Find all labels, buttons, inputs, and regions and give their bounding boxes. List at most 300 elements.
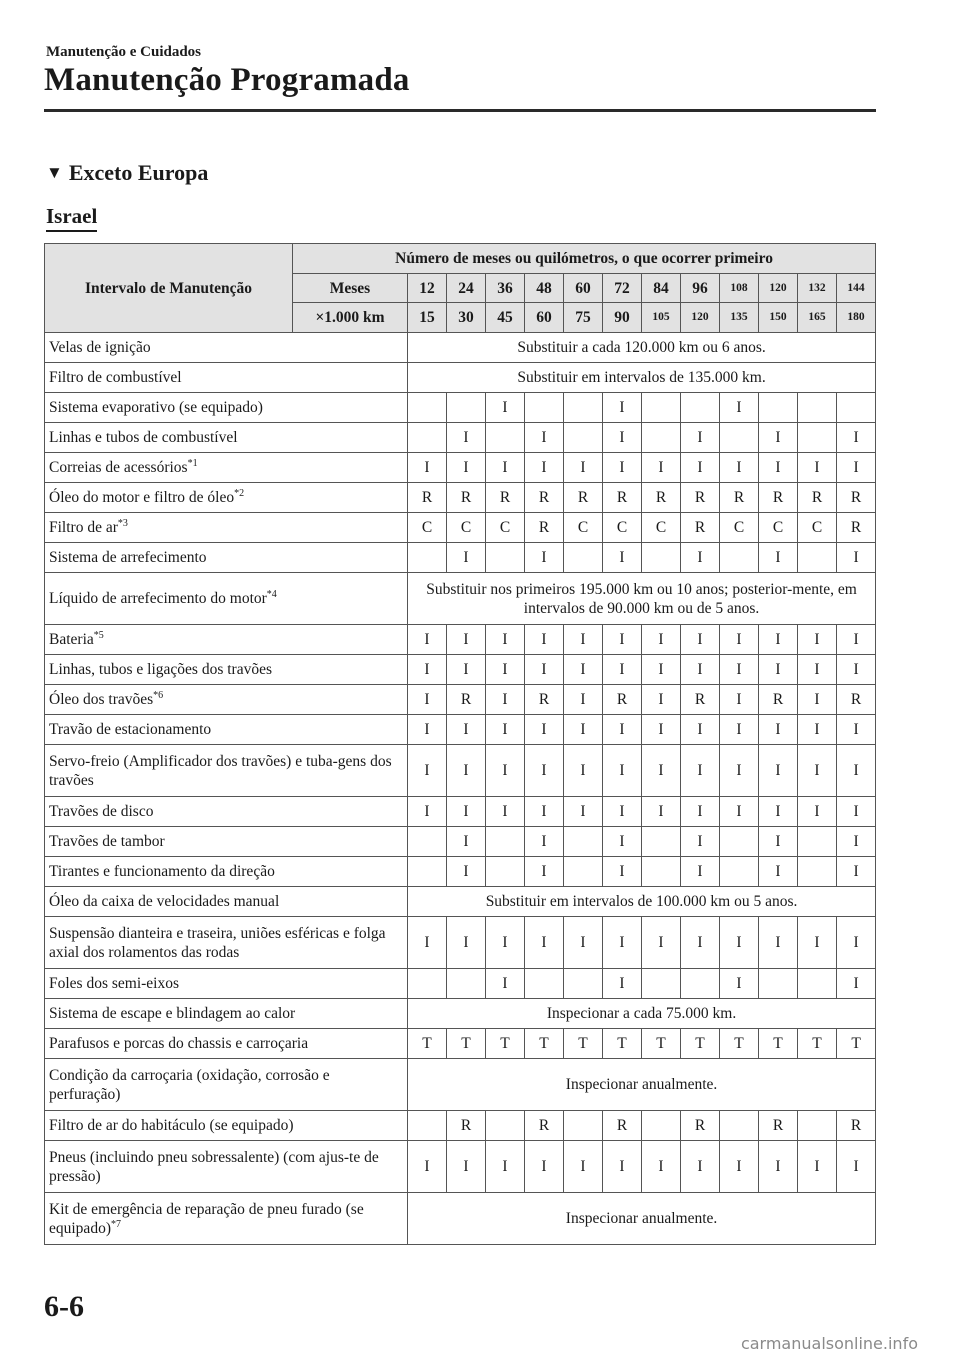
interval-mark: I [447,745,486,797]
table-row [45,1141,876,1193]
interval-mark: I [798,685,837,715]
interval-mark [720,423,759,453]
table-row [45,333,876,363]
interval-mark: I [759,655,798,685]
interval-mark: I [837,715,876,745]
interval-mark: I [564,797,603,827]
section-heading [46,160,208,186]
interval-mark: I [603,393,642,423]
interval-mark: I [642,625,681,655]
interval-mark: R [603,1111,642,1141]
month-header-60: 60 [564,274,603,303]
interval-mark: R [837,1111,876,1141]
row-label [45,917,408,969]
row-label [45,857,408,887]
interval-mark: R [525,483,564,513]
interval-mark: R [837,513,876,543]
span-header: Número de meses ou quilómetros, o que ocorrer primeiro [293,244,876,274]
interval-mark: I [642,685,681,715]
row-label-text: Foles dos semi-eixos [49,975,180,992]
interval-mark: C [642,513,681,543]
triangle-down-icon: ▼ [46,163,63,182]
row-label [45,1029,408,1059]
row-label-text: Suspensão dianteira e traseira, uniões esféricas e folga axial dos rolamentos das rodas [49,924,386,961]
row-label-text: Óleo dos travões [49,691,154,708]
interval-mark: T [447,1029,486,1059]
interval-mark: I [408,715,447,745]
interval-mark [564,969,603,999]
interval-mark: I [720,685,759,715]
interval-mark [681,393,720,423]
table-row [45,655,876,685]
interval-note: Inspecionar anualmente. [408,1193,876,1245]
interval-mark: I [564,685,603,715]
interval-mark [642,857,681,887]
interval-mark: I [837,857,876,887]
interval-mark [798,857,837,887]
km-header-45: 45 [486,303,525,333]
row-label [45,969,408,999]
interval-mark: R [681,513,720,543]
row-label-text: Pneus (incluindo pneu sobressalente) (com ajus-te de pressão) [49,1148,379,1185]
interval-mark: I [720,625,759,655]
footnote-ref: *2 [234,487,245,499]
interval-mark: R [759,483,798,513]
interval-mark: T [564,1029,603,1059]
row-label [45,483,408,513]
interval-mark: I [486,1141,525,1193]
table-row [45,715,876,745]
interval-mark: R [681,483,720,513]
interval-mark: I [564,453,603,483]
interval-mark: I [486,655,525,685]
interval-mark: T [486,1029,525,1059]
km-header-150: 150 [759,303,798,333]
interval-mark [564,857,603,887]
footnote-ref: *1 [187,457,198,469]
interval-mark: I [642,655,681,685]
row-label-text: Líquido de arrefecimento do motor [49,590,267,607]
interval-mark [408,857,447,887]
title-rule [44,109,876,112]
interval-mark [486,543,525,573]
interval-mark: I [798,715,837,745]
interval-mark: I [759,715,798,745]
table-row [45,573,876,625]
interval-mark: I [486,797,525,827]
interval-mark: I [798,655,837,685]
interval-mark: I [408,1141,447,1193]
interval-mark: I [564,655,603,685]
interval-mark: I [486,917,525,969]
row-label [45,685,408,715]
header-row-title [45,244,876,274]
interval-mark: I [681,827,720,857]
interval-note: Substituir nos primeiros 195.000 km ou 10 anos; posterior-mente, em intervalos de 90.000 km ou de 5 anos. [408,573,876,625]
interval-mark: I [798,1141,837,1193]
interval-note: Substituir em intervalos de 135.000 km. [408,363,876,393]
footnote-ref: *3 [117,517,128,529]
km-header-60: 60 [525,303,564,333]
interval-mark: I [486,969,525,999]
interval-mark: I [408,625,447,655]
interval-mark [798,423,837,453]
interval-mark: C [408,513,447,543]
interval-mark [408,423,447,453]
interval-mark: I [837,655,876,685]
interval-mark: I [759,1141,798,1193]
interval-mark [837,393,876,423]
table-row [45,969,876,999]
interval-mark: I [408,917,447,969]
interval-mark: R [447,685,486,715]
interval-mark: I [759,423,798,453]
subsection-underline [46,230,97,232]
interval-mark: I [642,715,681,745]
interval-mark [759,969,798,999]
interval-mark: I [642,1141,681,1193]
table-row [45,363,876,393]
interval-mark: T [642,1029,681,1059]
interval-mark: R [642,483,681,513]
interval-mark: I [603,745,642,797]
interval-mark: I [447,655,486,685]
row-label [45,887,408,917]
month-header-48: 48 [525,274,564,303]
interval-mark: I [681,917,720,969]
interval-mark: I [720,715,759,745]
row-label-text: Filtro de ar do habitáculo (se equipado) [49,1117,294,1134]
interval-mark: R [837,685,876,715]
table-row [45,797,876,827]
interval-mark [720,543,759,573]
table-row [45,1029,876,1059]
interval-mark: I [603,797,642,827]
interval-mark: I [759,917,798,969]
interval-mark: T [525,1029,564,1059]
interval-mark [642,393,681,423]
maintenance-schedule-table [44,243,876,1245]
chapter-title: Manutenção e Cuidados [46,44,202,60]
interval-mark [408,969,447,999]
interval-mark: R [486,483,525,513]
interval-mark: I [759,857,798,887]
interval-mark [720,827,759,857]
interval-note: Inspecionar anualmente. [408,1059,876,1111]
row-label [45,999,408,1029]
interval-mark: I [564,917,603,969]
row-label [45,333,408,363]
interval-mark: I [564,1141,603,1193]
watermark: carmanualsonline.info [740,1334,918,1353]
row-label-text: Travão de estacionamento [49,721,212,738]
interval-mark: C [603,513,642,543]
interval-mark: R [525,685,564,715]
interval-mark: R [759,1111,798,1141]
interval-mark [798,1111,837,1141]
table-row [45,827,876,857]
footnote-ref: *7 [110,1218,121,1230]
interval-mark: R [408,483,447,513]
interval-mark: C [447,513,486,543]
row-label [45,715,408,745]
interval-mark: R [681,685,720,715]
interval-note: Inspecionar a cada 75.000 km. [408,999,876,1029]
table-row [45,1111,876,1141]
interval-mark: T [681,1029,720,1059]
row-label-text: Bateria [49,631,94,648]
km-header-105: 105 [642,303,681,333]
page-title: Manutenção Programada [44,62,410,98]
interval-header: Intervalo de Manutenção [45,244,293,333]
interval-mark [720,857,759,887]
interval-mark [798,393,837,423]
interval-mark: I [486,685,525,715]
interval-mark [564,543,603,573]
interval-mark: I [447,827,486,857]
interval-mark: T [720,1029,759,1059]
month-header-108: 108 [720,274,759,303]
interval-mark: I [837,543,876,573]
interval-mark [408,543,447,573]
interval-mark: I [837,625,876,655]
interval-mark [525,393,564,423]
row-label-text: Linhas e tubos de combustível [49,429,238,446]
interval-mark: R [564,483,603,513]
month-header-12: 12 [408,274,447,303]
interval-mark [408,393,447,423]
footnote-ref: *4 [266,588,277,600]
table-row [45,1193,876,1245]
row-label [45,543,408,573]
row-label-text: Sistema de arrefecimento [49,549,207,566]
interval-mark [525,969,564,999]
interval-mark: I [603,917,642,969]
section-title: Exceto Europa [68,160,209,185]
interval-mark: I [603,1141,642,1193]
interval-mark: R [837,483,876,513]
interval-mark: I [447,543,486,573]
month-header-84: 84 [642,274,681,303]
interval-mark: I [759,543,798,573]
row-label [45,1059,408,1111]
row-label-text: Óleo do motor e filtro de óleo [49,489,235,506]
interval-mark: I [447,625,486,655]
table-row [45,745,876,797]
km-header-165: 165 [798,303,837,333]
interval-mark [447,969,486,999]
interval-mark: I [720,1141,759,1193]
interval-mark: I [837,453,876,483]
row-label [45,1141,408,1193]
row-label-text: Servo-freio (Amplificador dos travões) e tuba-gens dos travões [49,752,392,789]
interval-mark: I [486,625,525,655]
interval-mark [447,393,486,423]
interval-mark: I [525,745,564,797]
km-header-15: 15 [408,303,447,333]
row-label [45,393,408,423]
interval-mark: I [447,797,486,827]
interval-mark: I [486,715,525,745]
table-row [45,393,876,423]
months-label: Meses [293,274,408,303]
interval-mark: I [642,797,681,827]
row-label [45,363,408,393]
table-row [45,857,876,887]
table-row [45,543,876,573]
interval-mark: R [447,483,486,513]
table-row [45,625,876,655]
interval-mark: I [681,797,720,827]
row-label-text: Condição da carroçaria (oxidação, corrosão e perfuração) [49,1066,330,1103]
km-header-120: 120 [681,303,720,333]
interval-mark: I [408,797,447,827]
interval-mark: R [720,483,759,513]
interval-mark: I [603,543,642,573]
interval-mark: I [525,917,564,969]
interval-mark: I [681,857,720,887]
interval-mark: I [642,745,681,797]
interval-mark: I [759,745,798,797]
table-row [45,917,876,969]
interval-mark: I [447,1141,486,1193]
interval-mark: I [525,423,564,453]
interval-mark: C [720,513,759,543]
interval-mark [564,423,603,453]
interval-mark: I [564,745,603,797]
interval-mark: I [681,745,720,797]
interval-mark: I [408,745,447,797]
month-header-132: 132 [798,274,837,303]
interval-mark [408,827,447,857]
interval-mark: I [642,453,681,483]
month-header-24: 24 [447,274,486,303]
interval-mark: I [798,453,837,483]
interval-mark: I [720,655,759,685]
interval-mark: I [603,857,642,887]
interval-mark: C [759,513,798,543]
row-label [45,513,408,543]
interval-mark: I [525,797,564,827]
footnote-ref: *6 [153,689,164,701]
interval-mark: I [681,715,720,745]
interval-mark: I [564,715,603,745]
km-header-30: 30 [447,303,486,333]
interval-mark: I [603,969,642,999]
km-header-90: 90 [603,303,642,333]
interval-mark [486,1111,525,1141]
interval-mark: I [642,917,681,969]
interval-mark: I [798,917,837,969]
row-label [45,655,408,685]
interval-mark: R [525,1111,564,1141]
interval-mark: I [408,685,447,715]
interval-mark: C [564,513,603,543]
interval-mark: C [798,513,837,543]
row-label-text: Velas de ignição [49,339,151,356]
interval-mark: I [603,423,642,453]
interval-mark: T [603,1029,642,1059]
interval-mark: I [603,453,642,483]
interval-mark: I [447,857,486,887]
interval-mark: I [798,625,837,655]
interval-mark: R [798,483,837,513]
row-label-text: Travões de tambor [49,833,165,850]
row-label-text: Kit de emergência de reparação de pneu furado (se equipado) [49,1200,364,1237]
interval-mark [720,1111,759,1141]
table-row [45,513,876,543]
subsection-heading [46,204,97,229]
row-label-text: Parafusos e porcas do chassis e carroçaria [49,1035,309,1052]
interval-mark: I [720,745,759,797]
interval-mark [486,423,525,453]
month-header-96: 96 [681,274,720,303]
interval-mark: I [447,917,486,969]
interval-mark: T [798,1029,837,1059]
interval-mark: I [486,393,525,423]
table-row [45,1059,876,1111]
row-label [45,625,408,655]
interval-mark [642,1111,681,1141]
row-label-text: Travões de disco [49,803,154,820]
row-label [45,423,408,453]
row-label-text: Correias de acessórios [49,459,188,476]
interval-mark: I [408,453,447,483]
interval-mark: I [837,1141,876,1193]
interval-mark: I [564,625,603,655]
interval-mark: R [681,1111,720,1141]
interval-mark: I [525,715,564,745]
row-label-text: Linhas, tubos e ligações dos travões [49,661,272,678]
table-row [45,453,876,483]
interval-mark: I [837,969,876,999]
interval-mark: I [681,423,720,453]
interval-mark: I [720,393,759,423]
interval-mark: T [408,1029,447,1059]
interval-mark: I [798,797,837,827]
month-header-72: 72 [603,274,642,303]
km-header-75: 75 [564,303,603,333]
interval-mark: I [681,1141,720,1193]
table-row [45,999,876,1029]
interval-mark: I [837,827,876,857]
interval-mark [486,857,525,887]
row-label [45,453,408,483]
interval-mark: I [720,917,759,969]
table-row [45,887,876,917]
row-label [45,797,408,827]
interval-mark: I [447,715,486,745]
interval-mark: I [525,625,564,655]
month-header-144: 144 [837,274,876,303]
interval-mark: R [603,483,642,513]
interval-note: Substituir em intervalos de 100.000 km ou 5 anos. [408,887,876,917]
interval-mark: T [837,1029,876,1059]
interval-mark [564,1111,603,1141]
row-label [45,573,408,625]
interval-mark [642,543,681,573]
footnote-ref: *5 [93,629,104,641]
interval-mark: I [408,655,447,685]
interval-mark: I [837,423,876,453]
table-row [45,423,876,453]
row-label-text: Tirantes e funcionamento da direção [49,863,275,880]
interval-mark: R [759,685,798,715]
interval-mark: I [759,797,798,827]
row-label-text: Filtro de ar [49,519,118,536]
interval-mark: I [603,827,642,857]
interval-mark [408,1111,447,1141]
